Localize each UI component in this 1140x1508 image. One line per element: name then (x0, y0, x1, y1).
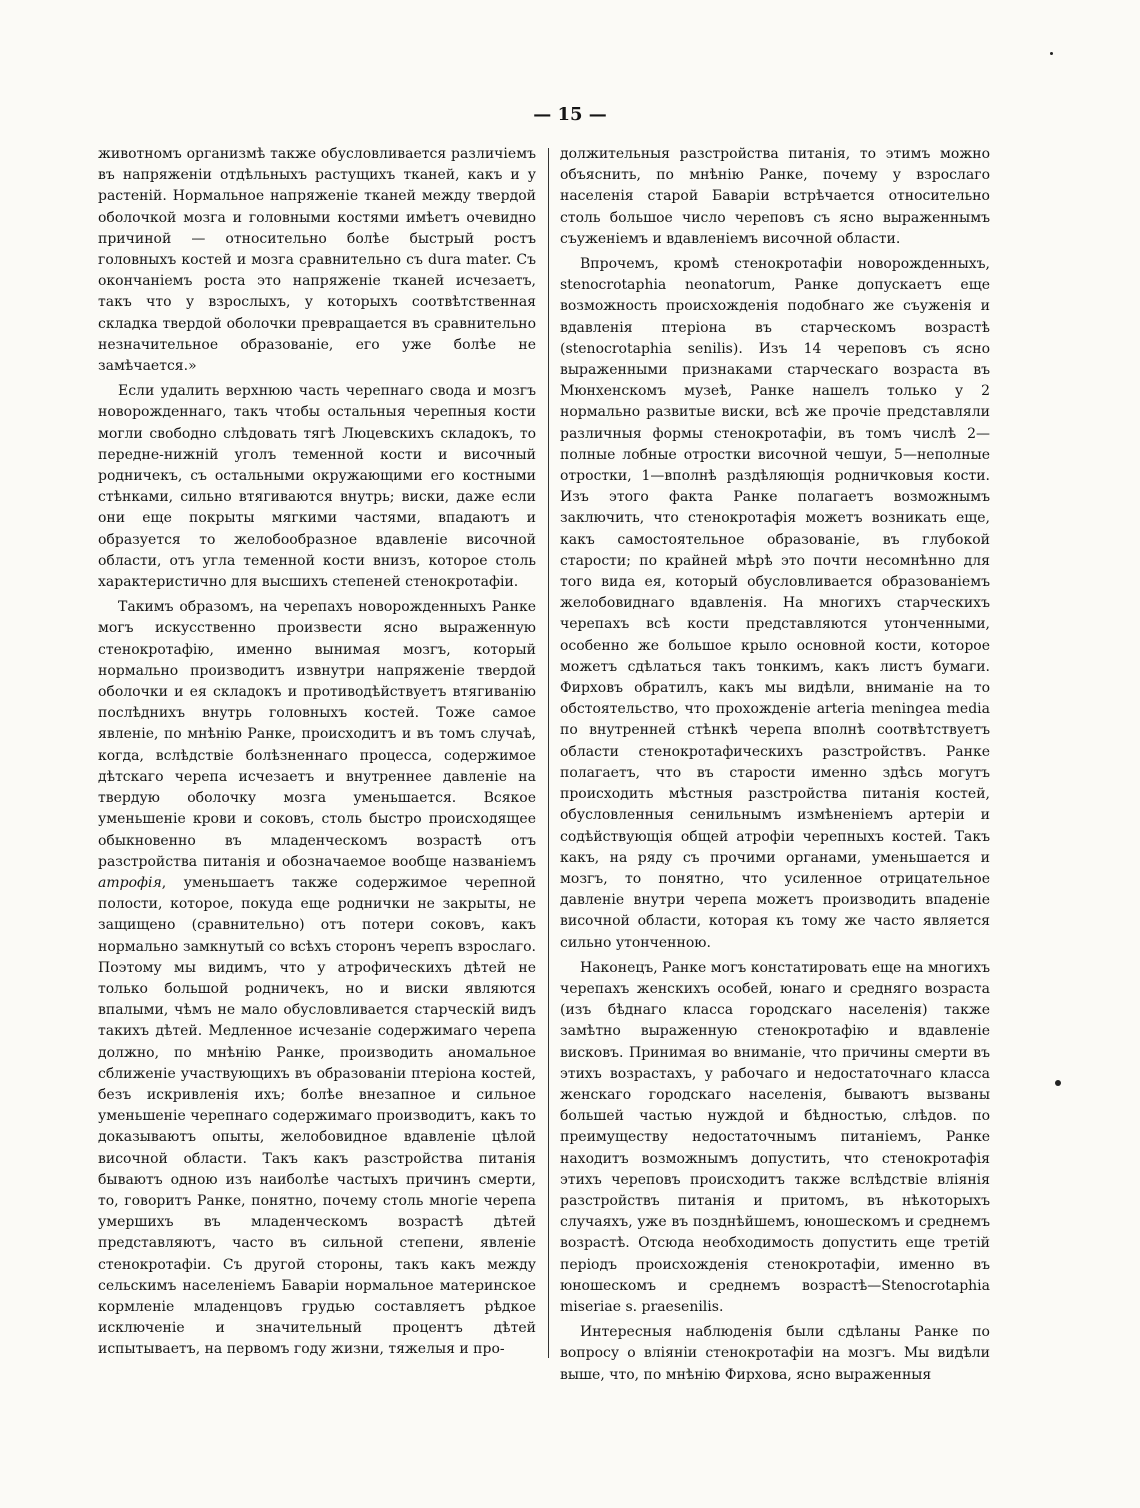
column-divider (548, 148, 549, 1358)
paragraph: Если удалить верхнюю часть черепнаго свода и мозгъ новорожденнаго, такъ чтобы остальныя черепныя кости могли свободно слѣдовать тягѣ Люцевскихъ складокъ, то передне-нижній уголъ теменной кости и височный родничекъ, съ остальными окружающими его костными стѣнками, сильно втягиваются внутрь; виски, даже если они еще покрыты мягкими частями, впадаютъ и образуется то желобообразное вдавленіе височной области, отъ угла теменной кости внизъ, которое столь характеристично для высшихъ степеней стенокротафіи. (98, 383, 536, 591)
paragraph: Интересныя наблюденія были сдѣланы Ранке по вопросу о вліяніи стенокротафіи на мозгъ. Мы видѣли выше, что, по мнѣнію Фирхова, ясно выраженныя (560, 1324, 990, 1383)
paragraph-text: Такимъ образомъ, на черепахъ новорожденныхъ Ранке могъ искусственно произвести ясно выраженную стенокротафію, именно вынимая мозгъ, который нормально производитъ извнутри напряженіе твердой оболочки и ея складокъ и противодѣйствуетъ втягиванію послѣднихъ внутрь головныхъ костей. Тоже самое явленіе, по мнѣнію Ранке, происходитъ и въ томъ случаѣ, когда, вслѣдствіе болѣзненнаго процесса, содержимое дѣтскаго черепа исчезаетъ и внутреннее давленіе на твердую оболочку мозга уменьшается. Всякое уменьшеніе крови и соковъ, столь быстро происходящее обыкновенно въ младенческомъ возрастѣ отъ разстройства питанія и обозначаемое вообще названіемъ (98, 599, 536, 870)
paragraph: должительныя разстройства питанія, то этимъ можно объяснить, по мнѣнію Ранке, почему у взрослаго населенія старой Баваріи встрѣчается относительно столь большое число череповъ съ ясно выраженнымъ съуженіемъ и вдавленіемъ височной области. (560, 146, 990, 247)
paragraph: Наконецъ, Ранке могъ констатировать еще на многихъ черепахъ женскихъ особей, юнаго и средняго возраста (изъ бѣднаго класса городскаго населенія) также замѣтно выраженную стенокротафію и вдавленіе висковъ. Принимая во вниманіе, что причины смерти въ этихъ возрастахъ, у рабочаго и недостаточнаго класса женскаго городскаго населенія, бываютъ вызваны большей частью нуждой и бѣдностью, слѣдов. по преимуществу недостаточнымъ питаніемъ, Ранке находитъ возможнымъ допустить, что стенокротафія этихъ череповъ происходитъ также вслѣдствіе вліянія разстройствъ питанія и притомъ, въ нѣкоторыхъ случаяхъ, уже въ позднѣйшемъ, юношескомъ и среднемъ возрастѣ. Отсюда необходимость допустить еще третій періодъ происхожденія стенокротафіи, именно въ юношескомъ и среднемъ возрастѣ—Stenocrotaphia miseriae s. praesenilis. (560, 959, 990, 1315)
scan-speck (1050, 52, 1053, 55)
scan-speck (1055, 1080, 1061, 1086)
paragraph (98, 597, 536, 1360)
paragraph: Впрочемъ, кромѣ стенокротафіи новорожденныхъ, stenocrotaphia neonatorum, Ранке допускаетъ еще возможность происхожденія подобнаго же съуженія и вдавленія птеріона въ старческомъ возрастѣ (stenocrotaphia senilis). Изъ 14 череповъ съ ясно выраженными признаками старческаго возраста въ Мюнхенскомъ музеѣ, Ранке нашелъ только у 2 нормально развитые виски, всѣ же прочіе представляли различныя формы стенокротафіи, въ томъ числѣ 2—полные лобные отростки височной чешуи, 5—неполные отростки, 1—вполнѣ раздѣляющія родничковыя кости. Изъ этого факта Ранке полагаетъ возможнымъ заключить, что стенокротафія можетъ возникать еще, какъ самостоятельное образованіе, въ глубокой старости; по крайней мѣрѣ это почти несомнѣнно для того вида ея, который обусловливается образованіемъ желобовиднаго вдавленія. На многихъ старческихъ черепахъ всѣ кости представляются утонченными, особенно же большое крыло основной кости, которое можетъ сдѣлаться такъ тонкимъ, какъ листъ бумаги. Фирховъ обратилъ, какъ мы видѣли, вниманіе на то обстоятельство, что прохожденіе arteria meningea media по внутренней стѣнкѣ черепа вполнѣ соотвѣтствуетъ области стенокротафическихъ разстройствъ. Ранке полагаетъ, что въ старости именно здѣсь могутъ происходить мѣстныя разстройства питанія костей, обусловленныя сенильнымъ измѣненіемъ артеріи и содѣйствующія общей атрофіи черепныхъ костей. Такъ какъ, на ряду съ прочими органами, уменьшается и мозгъ, то понятно, что усиленное отрицательное давленіе внутри черепа можетъ производить впаденіе височной области, которая къ тому же часто является сильно утонченною. (560, 256, 990, 951)
paragraph: животномъ организмѣ также обусловливается различіемъ въ напряженіи отдѣльныхъ растущихъ тканей, какъ и у растеній. Нормальное напряженіе тканей между твердой оболочкой мозга и головными костями имѣетъ очевидно причиной — относительно болѣе быстрый ростъ головныхъ костей и мозга сравнительно съ dura mater. Съ окончаніемъ роста это напряженіе тканей исчезаетъ, такъ что у взрослыхъ, у которыхъ соотвѣтственная складка твердой оболочки превращается въ сравнительно незначительное образованіе, его уже болѣе не замѣчается.» (98, 146, 536, 375)
page-number: — 15 — (533, 104, 607, 125)
paragraph-text: , уменьшаетъ также содержимое черепной полости, которое, покуда еще роднички не закрыты, не защищено (сравнительно) отъ потери соковъ, какъ нормально замкнутый со всѣхъ сторонъ черепъ взрослаго. Поэтому мы видимъ, что у атрофическихъ дѣтей не только большой родничекъ, но и виски являются впалыми, чѣмъ не мало обусловливается старческій видъ такихъ дѣтей. Медленное исчезаніе содержимаго черепа должно, по мнѣнію Ранке, производить аномальное сближеніе участвующихъ въ образованіи птеріона костей, безъ искривленія ихъ; болѣе внезапное и сильное уменьшеніе черепнаго содержимаго производитъ, какъ то доказываютъ опыты, желобовидное вдавленіе цѣлой височной области. Такъ какъ разстройства питанія бываютъ одною изъ наиболѣе частыхъ причинъ смерти, то, говоритъ Ранке, понятно, почему столь многіе черепа умершихъ въ младенческомъ возрастѣ дѣтей представляютъ, часто въ сильной степени, явленіе стенокротафіи. Съ другой стороны, такъ какъ между сельскимъ населеніемъ Баваріи нормальное материнское кормленіе младенцовъ грудью составляетъ рѣдкое исключеніе и значительный процентъ дѣтей испытываетъ, на первомъ году жизни, тяжелыя и про- (98, 874, 536, 1358)
emphasized-term: атрофія (98, 874, 162, 891)
right-column (560, 144, 990, 1390)
left-column (98, 144, 536, 1365)
